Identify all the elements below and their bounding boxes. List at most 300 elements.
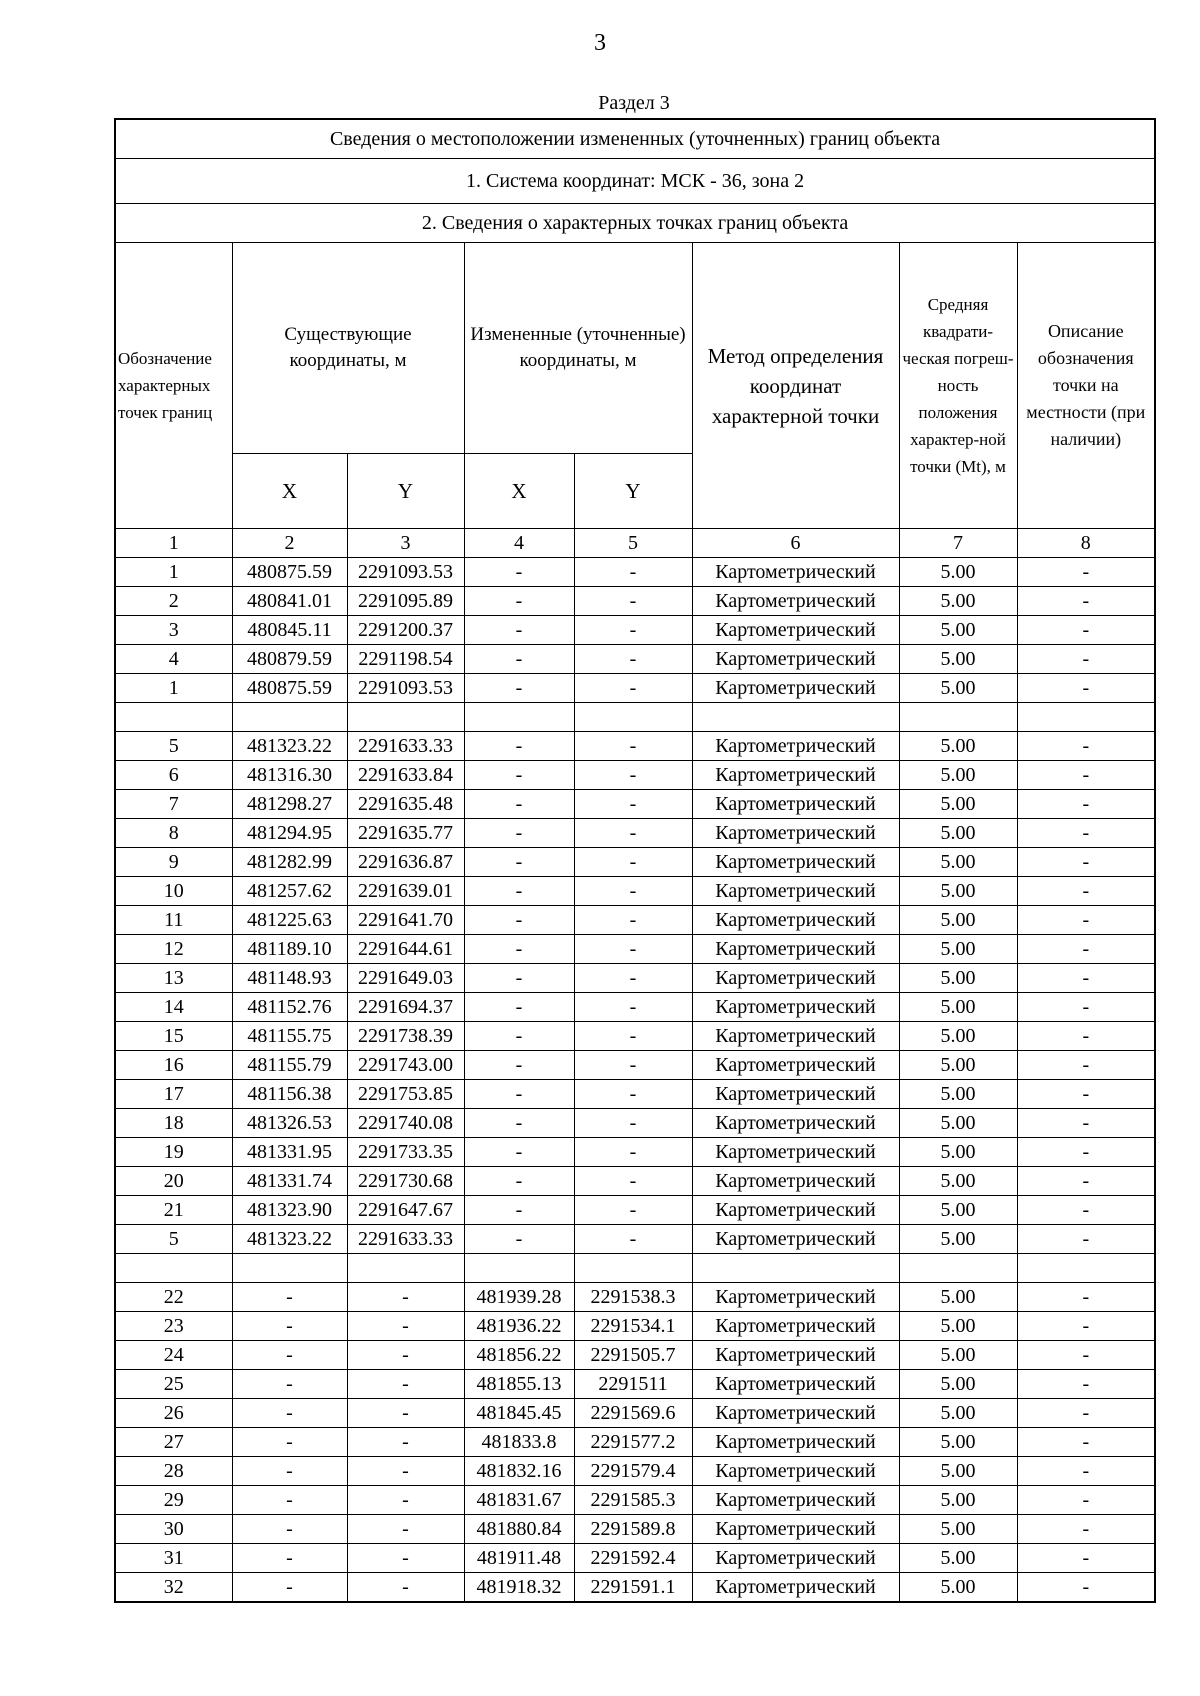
cell-point-number: 3 (115, 616, 232, 645)
cell-existing-y: 2291740.08 (347, 1109, 464, 1138)
column-number: 2 (232, 529, 347, 558)
cell-changed-y: - (574, 558, 692, 587)
table-row (115, 732, 1155, 761)
cell-mean-square-error: 5.00 (899, 1486, 1017, 1515)
cell-description: - (1017, 964, 1155, 993)
cell-existing-x: 480841.01 (232, 587, 347, 616)
cell-description: - (1017, 790, 1155, 819)
cell-description: - (1017, 1399, 1155, 1428)
header-existing-coordinates: Существующие координаты, м (232, 243, 464, 454)
cell-changed-x: - (464, 1080, 574, 1109)
cell-changed-y: - (574, 790, 692, 819)
cell-description: - (1017, 1544, 1155, 1573)
cell-description: - (1017, 587, 1155, 616)
cell-existing-y: - (347, 1515, 464, 1544)
table-row (115, 1544, 1155, 1573)
cell-changed-y: 2291579.4 (574, 1457, 692, 1486)
cell-existing-x (232, 1254, 347, 1283)
header-changed-x: X (464, 454, 574, 529)
cell-description: - (1017, 558, 1155, 587)
cell-changed-x: 481918.32 (464, 1573, 574, 1603)
cell-existing-x: 481331.95 (232, 1138, 347, 1167)
cell-existing-y: 2291639.01 (347, 877, 464, 906)
cell-method: Картометрический (692, 645, 899, 674)
table-row (115, 616, 1155, 645)
cell-existing-x: 480879.59 (232, 645, 347, 674)
cell-existing-x: 480875.59 (232, 674, 347, 703)
cell-point-number: 22 (115, 1283, 232, 1312)
cell-existing-y: 2291647.67 (347, 1196, 464, 1225)
cell-existing-x: 481298.27 (232, 790, 347, 819)
cell-changed-x (464, 1254, 574, 1283)
cell-changed-y: - (574, 1022, 692, 1051)
cell-changed-x: - (464, 935, 574, 964)
cell-description: - (1017, 935, 1155, 964)
cell-point-number: 7 (115, 790, 232, 819)
cell-existing-x: 481323.22 (232, 1225, 347, 1254)
cell-changed-y: - (574, 1080, 692, 1109)
cell-method: Картометрический (692, 616, 899, 645)
cell-method: Картометрический (692, 1283, 899, 1312)
cell-changed-y: - (574, 993, 692, 1022)
cell-existing-y: - (347, 1486, 464, 1515)
table-row (115, 1138, 1155, 1167)
cell-mean-square-error: 5.00 (899, 1341, 1017, 1370)
cell-changed-x: 481856.22 (464, 1341, 574, 1370)
cell-changed-y: - (574, 1051, 692, 1080)
page-number: 3 (594, 30, 606, 56)
cell-existing-y: - (347, 1312, 464, 1341)
cell-description: - (1017, 1370, 1155, 1399)
cell-changed-x: - (464, 558, 574, 587)
cell-point-number: 8 (115, 819, 232, 848)
cell-method: Картометрический (692, 790, 899, 819)
cell-existing-y: - (347, 1544, 464, 1573)
cell-method: Картометрический (692, 1080, 899, 1109)
cell-existing-x: 481155.75 (232, 1022, 347, 1051)
cell-changed-x: - (464, 616, 574, 645)
cell-point-number: 5 (115, 1225, 232, 1254)
header-existing-x: X (232, 454, 347, 529)
table-row (115, 1051, 1155, 1080)
cell-changed-y: - (574, 964, 692, 993)
cell-mean-square-error: 5.00 (899, 1312, 1017, 1341)
cell-existing-x: 481331.74 (232, 1167, 347, 1196)
cell-method (692, 703, 899, 732)
cell-method: Картометрический (692, 1515, 899, 1544)
cell-changed-x: - (464, 1022, 574, 1051)
table-row (115, 1399, 1155, 1428)
cell-description: - (1017, 877, 1155, 906)
cell-mean-square-error: 5.00 (899, 1022, 1017, 1051)
cell-existing-y: 2291093.53 (347, 674, 464, 703)
cell-mean-square-error: 5.00 (899, 616, 1017, 645)
cell-existing-x: 481323.22 (232, 732, 347, 761)
table-row (115, 1080, 1155, 1109)
cell-changed-x: 481936.22 (464, 1312, 574, 1341)
cell-point-number: 6 (115, 761, 232, 790)
cell-existing-x: 480845.11 (232, 616, 347, 645)
cell-mean-square-error: 5.00 (899, 1544, 1017, 1573)
cell-changed-x: - (464, 848, 574, 877)
cell-point-number: 1 (115, 674, 232, 703)
cell-mean-square-error (899, 703, 1017, 732)
cell-existing-y: - (347, 1341, 464, 1370)
section-label: Раздел 3 (598, 92, 670, 114)
cell-method: Картометрический (692, 1486, 899, 1515)
cell-mean-square-error: 5.00 (899, 1196, 1017, 1225)
cell-mean-square-error: 5.00 (899, 1457, 1017, 1486)
column-number: 4 (464, 529, 574, 558)
cell-changed-y: 2291569.6 (574, 1399, 692, 1428)
cell-mean-square-error: 5.00 (899, 1167, 1017, 1196)
coordinate-system: 1. Система координат: МСК - 36, зона 2 (115, 159, 1155, 204)
cell-existing-y (347, 703, 464, 732)
cell-mean-square-error: 5.00 (899, 848, 1017, 877)
cell-existing-y: 2291095.89 (347, 587, 464, 616)
table-row (115, 819, 1155, 848)
cell-existing-y: 2291093.53 (347, 558, 464, 587)
cell-method: Картометрический (692, 1051, 899, 1080)
table-row (115, 1109, 1155, 1138)
cell-existing-y: 2291733.35 (347, 1138, 464, 1167)
cell-changed-y: 2291589.8 (574, 1515, 692, 1544)
cell-changed-x: - (464, 1196, 574, 1225)
column-number: 5 (574, 529, 692, 558)
cell-changed-x: - (464, 587, 574, 616)
cell-existing-x: - (232, 1370, 347, 1399)
cell-point-number: 5 (115, 732, 232, 761)
cell-changed-x: 481855.13 (464, 1370, 574, 1399)
cell-method: Картометрический (692, 1109, 899, 1138)
cell-description: - (1017, 1428, 1155, 1457)
cell-existing-x: - (232, 1399, 347, 1428)
cell-changed-y: - (574, 906, 692, 935)
cell-description: - (1017, 645, 1155, 674)
cell-existing-x: - (232, 1573, 347, 1603)
cell-point-number: 24 (115, 1341, 232, 1370)
cell-description: - (1017, 1573, 1155, 1603)
cell-changed-y: - (574, 1138, 692, 1167)
header-changed-coordinates: Измененные (уточненные) координаты, м (464, 243, 692, 454)
cell-mean-square-error: 5.00 (899, 1428, 1017, 1457)
cell-existing-y: 2291738.39 (347, 1022, 464, 1051)
table-row (115, 1022, 1155, 1051)
table-row (115, 1573, 1155, 1603)
cell-point-number: 14 (115, 993, 232, 1022)
cell-mean-square-error: 5.00 (899, 1370, 1017, 1399)
cell-description: - (1017, 1167, 1155, 1196)
cell-existing-y: 2291641.70 (347, 906, 464, 935)
cell-point-number: 13 (115, 964, 232, 993)
cell-mean-square-error (899, 1254, 1017, 1283)
cell-mean-square-error: 5.00 (899, 906, 1017, 935)
cell-existing-y: - (347, 1573, 464, 1603)
cell-changed-x: 481833.8 (464, 1428, 574, 1457)
cell-method: Картометрический (692, 558, 899, 587)
cell-changed-x: - (464, 790, 574, 819)
table-row (115, 1167, 1155, 1196)
table-row (115, 587, 1155, 616)
table-row (115, 1370, 1155, 1399)
table-row (115, 993, 1155, 1022)
cell-method: Картометрический (692, 674, 899, 703)
cell-changed-x: - (464, 1051, 574, 1080)
cell-changed-x: 481880.84 (464, 1515, 574, 1544)
header-changed-y: Y (574, 454, 692, 529)
cell-existing-y: - (347, 1399, 464, 1428)
cell-existing-x: 481257.62 (232, 877, 347, 906)
cell-point-number: 2 (115, 587, 232, 616)
cell-existing-y: 2291635.48 (347, 790, 464, 819)
cell-description: - (1017, 819, 1155, 848)
column-number: 6 (692, 529, 899, 558)
header-mean-square-error: Средняя квадрати-ческая погреш-ность положения характер-ной точки (Mt), м (899, 243, 1017, 529)
cell-method: Картометрический (692, 848, 899, 877)
cell-changed-y: - (574, 1225, 692, 1254)
cell-changed-x (464, 703, 574, 732)
cell-description: - (1017, 761, 1155, 790)
cell-mean-square-error: 5.00 (899, 819, 1017, 848)
cell-existing-y: 2291633.33 (347, 732, 464, 761)
cell-existing-x: - (232, 1312, 347, 1341)
cell-point-number: 12 (115, 935, 232, 964)
cell-method: Картометрический (692, 1225, 899, 1254)
table-row (115, 1515, 1155, 1544)
table-row (115, 877, 1155, 906)
cell-description: - (1017, 906, 1155, 935)
cell-existing-y: 2291649.03 (347, 964, 464, 993)
cell-method: Картометрический (692, 1428, 899, 1457)
cell-method: Картометрический (692, 732, 899, 761)
cell-existing-y: 2291200.37 (347, 616, 464, 645)
cell-existing-y: 2291730.68 (347, 1167, 464, 1196)
cell-changed-y: 2291534.1 (574, 1312, 692, 1341)
header-description: Описание обозначения точки на местности (при наличии) (1017, 243, 1155, 529)
cell-changed-y: - (574, 761, 692, 790)
cell-description: - (1017, 1312, 1155, 1341)
cell-description: - (1017, 848, 1155, 877)
header-designation: Обозначение характерных точек границ (115, 243, 232, 529)
cell-method: Картометрический (692, 761, 899, 790)
table-row (115, 1486, 1155, 1515)
cell-existing-y: 2291633.33 (347, 1225, 464, 1254)
cell-point-number: 29 (115, 1486, 232, 1515)
cell-point-number: 10 (115, 877, 232, 906)
cell-changed-x: - (464, 906, 574, 935)
cell-changed-x: 481939.28 (464, 1283, 574, 1312)
cell-changed-x: - (464, 819, 574, 848)
cell-point-number: 19 (115, 1138, 232, 1167)
cell-changed-x: - (464, 674, 574, 703)
cell-changed-y: 2291592.4 (574, 1544, 692, 1573)
cell-existing-x: - (232, 1341, 347, 1370)
cell-point-number: 16 (115, 1051, 232, 1080)
cell-description: - (1017, 1341, 1155, 1370)
cell-method: Картометрический (692, 877, 899, 906)
cell-method: Картометрический (692, 1312, 899, 1341)
cell-changed-y (574, 703, 692, 732)
cell-description: - (1017, 993, 1155, 1022)
cell-description: - (1017, 1457, 1155, 1486)
cell-existing-x: 481294.95 (232, 819, 347, 848)
column-number: 7 (899, 529, 1017, 558)
column-number: 1 (115, 529, 232, 558)
cell-changed-y: - (574, 935, 692, 964)
cell-existing-y: 2291198.54 (347, 645, 464, 674)
cell-mean-square-error: 5.00 (899, 1080, 1017, 1109)
table-row (115, 558, 1155, 587)
cell-existing-x (232, 703, 347, 732)
cell-mean-square-error: 5.00 (899, 993, 1017, 1022)
cell-method: Картометрический (692, 587, 899, 616)
cell-point-number: 30 (115, 1515, 232, 1544)
cell-changed-y: - (574, 1167, 692, 1196)
cell-existing-x: 481148.93 (232, 964, 347, 993)
cell-existing-x: 481155.79 (232, 1051, 347, 1080)
cell-mean-square-error: 5.00 (899, 1138, 1017, 1167)
cell-existing-y: 2291753.85 (347, 1080, 464, 1109)
cell-mean-square-error: 5.00 (899, 935, 1017, 964)
cell-description: - (1017, 1196, 1155, 1225)
column-number: 3 (347, 529, 464, 558)
table-row (115, 1196, 1155, 1225)
cell-point-number: 21 (115, 1196, 232, 1225)
cell-existing-y: - (347, 1457, 464, 1486)
cell-point-number: 4 (115, 645, 232, 674)
cell-mean-square-error: 5.00 (899, 1573, 1017, 1603)
cell-existing-y: 2291635.77 (347, 819, 464, 848)
cell-method: Картометрический (692, 1457, 899, 1486)
cell-changed-x: - (464, 1225, 574, 1254)
cell-description: - (1017, 674, 1155, 703)
cell-method: Картометрический (692, 819, 899, 848)
cell-method (692, 1254, 899, 1283)
cell-existing-y: 2291694.37 (347, 993, 464, 1022)
cell-mean-square-error: 5.00 (899, 964, 1017, 993)
cell-method: Картометрический (692, 1022, 899, 1051)
cell-existing-y: 2291743.00 (347, 1051, 464, 1080)
cell-description: - (1017, 1225, 1155, 1254)
cell-point-number: 20 (115, 1167, 232, 1196)
cell-method: Картометрический (692, 1196, 899, 1225)
table-row (115, 761, 1155, 790)
table-title: Сведения о местоположении измененных (уточненных) границ объекта (115, 119, 1155, 159)
cell-method: Картометрический (692, 1167, 899, 1196)
cell-changed-x: 481845.45 (464, 1399, 574, 1428)
cell-changed-y: 2291505.7 (574, 1341, 692, 1370)
cell-changed-x: - (464, 964, 574, 993)
cell-changed-y: - (574, 848, 692, 877)
cell-description: - (1017, 616, 1155, 645)
cell-existing-x: 480875.59 (232, 558, 347, 587)
cell-changed-x: 481832.16 (464, 1457, 574, 1486)
cell-method: Картометрический (692, 1138, 899, 1167)
cell-description (1017, 703, 1155, 732)
cell-changed-y: - (574, 1109, 692, 1138)
cell-changed-y: 2291591.1 (574, 1573, 692, 1603)
cell-mean-square-error: 5.00 (899, 674, 1017, 703)
cell-point-number: 31 (115, 1544, 232, 1573)
header-method: Метод определения координат характерной точки (692, 243, 899, 529)
cell-method: Картометрический (692, 1370, 899, 1399)
cell-changed-x: - (464, 993, 574, 1022)
cell-changed-x: - (464, 732, 574, 761)
cell-changed-y (574, 1254, 692, 1283)
table-row (115, 1428, 1155, 1457)
cell-existing-x: 481282.99 (232, 848, 347, 877)
cell-changed-y: - (574, 587, 692, 616)
table-row (115, 1312, 1155, 1341)
table-row (115, 790, 1155, 819)
cell-description: - (1017, 1515, 1155, 1544)
cell-existing-x: 481323.90 (232, 1196, 347, 1225)
cell-point-number: 32 (115, 1573, 232, 1603)
cell-existing-x: - (232, 1428, 347, 1457)
cell-changed-x: - (464, 1167, 574, 1196)
cell-existing-x: 481152.76 (232, 993, 347, 1022)
cell-existing-x: - (232, 1544, 347, 1573)
cell-mean-square-error: 5.00 (899, 1399, 1017, 1428)
cell-mean-square-error: 5.00 (899, 645, 1017, 674)
cell-method: Картометрический (692, 964, 899, 993)
cell-existing-x: - (232, 1283, 347, 1312)
cell-method: Картометрический (692, 993, 899, 1022)
cell-description: - (1017, 732, 1155, 761)
cell-mean-square-error: 5.00 (899, 1515, 1017, 1544)
cell-existing-x: - (232, 1515, 347, 1544)
table-row (115, 703, 1155, 732)
cell-description: - (1017, 1022, 1155, 1051)
cell-existing-x: 481189.10 (232, 935, 347, 964)
boundary-points-table (114, 118, 1156, 1603)
cell-existing-x: - (232, 1486, 347, 1515)
cell-point-number: 15 (115, 1022, 232, 1051)
points-heading: 2. Сведения о характерных точках границ объекта (115, 204, 1155, 243)
cell-changed-x: - (464, 1109, 574, 1138)
cell-method: Картометрический (692, 1341, 899, 1370)
cell-description: - (1017, 1486, 1155, 1515)
cell-changed-x: 481831.67 (464, 1486, 574, 1515)
cell-changed-y: 2291577.2 (574, 1428, 692, 1457)
cell-changed-x: - (464, 877, 574, 906)
cell-point-number: 11 (115, 906, 232, 935)
table-row (115, 964, 1155, 993)
cell-point-number: 27 (115, 1428, 232, 1457)
cell-method: Картометрический (692, 906, 899, 935)
cell-description: - (1017, 1080, 1155, 1109)
cell-point-number: 25 (115, 1370, 232, 1399)
cell-changed-y: - (574, 616, 692, 645)
table-row (115, 935, 1155, 964)
table-row (115, 848, 1155, 877)
cell-existing-x: 481326.53 (232, 1109, 347, 1138)
cell-mean-square-error: 5.00 (899, 558, 1017, 587)
cell-method: Картометрический (692, 1544, 899, 1573)
cell-point-number: 1 (115, 558, 232, 587)
cell-point-number: 28 (115, 1457, 232, 1486)
cell-changed-x: - (464, 645, 574, 674)
cell-point-number: 23 (115, 1312, 232, 1341)
cell-mean-square-error: 5.00 (899, 587, 1017, 616)
cell-method: Картометрический (692, 1573, 899, 1603)
cell-description: - (1017, 1051, 1155, 1080)
cell-mean-square-error: 5.00 (899, 1109, 1017, 1138)
cell-mean-square-error: 5.00 (899, 1225, 1017, 1254)
table-row (115, 1341, 1155, 1370)
table-row (115, 645, 1155, 674)
cell-existing-y: 2291636.87 (347, 848, 464, 877)
